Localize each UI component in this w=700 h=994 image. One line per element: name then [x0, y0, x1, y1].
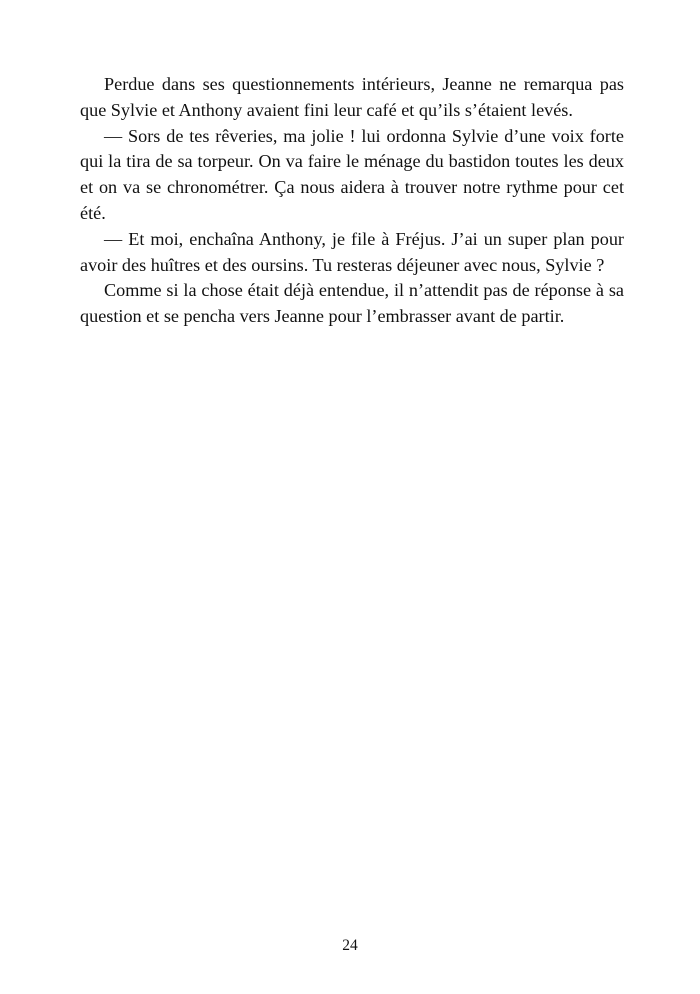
paragraph: — Sors de tes rêveries, ma jolie ! lui ordonna Sylvie d’une voix forte qui la tira de sa torpeur. On va faire le ménage du bastidon toutes les deux et on va se chronométrer. Ça nous aidera à trouver notre rythme pour cet été. [80, 125, 624, 223]
page-number: 24 [342, 937, 358, 954]
page-body [80, 72, 624, 330]
paragraph: — Et moi, enchaîna Anthony, je file à Fréjus. J’ai un super plan pour avoir des huîtres et des oursins. Tu resteras déjeuner avec nous, Sylvie ? [80, 228, 624, 275]
paragraph: Perdue dans ses questionnements intérieurs, Jeanne ne remarqua pas que Sylvie et Anthony avaient fini leur café et qu’ils s’étaient levés. [80, 74, 624, 120]
paragraph: Comme si la chose était déjà entendue, il n’attendit pas de réponse à sa question et se pencha vers Jeanne pour l’embrasser avant de partir. [80, 280, 624, 327]
